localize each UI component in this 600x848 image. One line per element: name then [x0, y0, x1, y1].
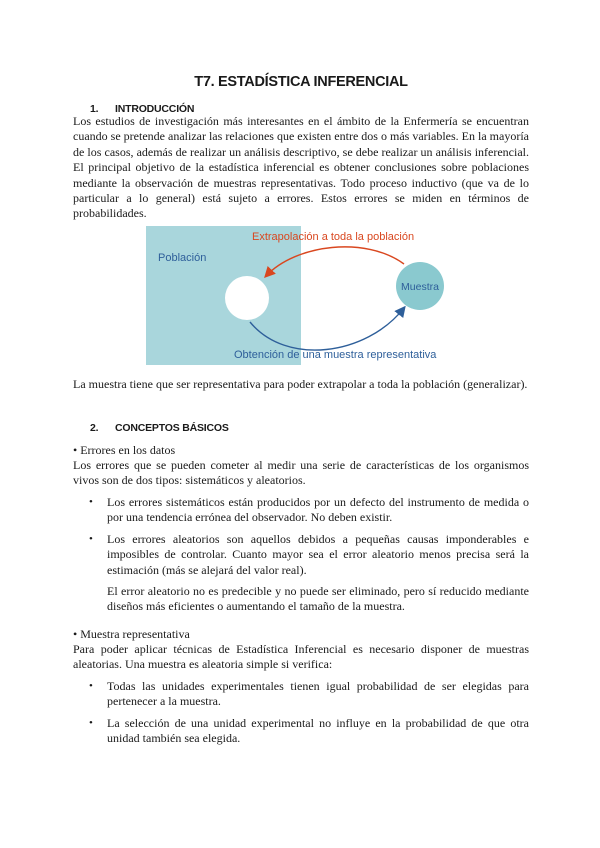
list-item-text: Los errores aleatorios son aquellos debidos a pequeñas causas imponderables e imposibles de controlar. Cuanto mayor sea el error aleatorio menos precisa será la estimación (más se alejará del valor real). [107, 532, 529, 577]
list-item-text: La selección de una unidad experimental no influye en la probabilidad de que otra unidad también sea elegida. [107, 716, 529, 746]
section-number: 2. [90, 422, 99, 434]
population-label: Población [158, 252, 207, 264]
bullet-icon: • [89, 496, 93, 508]
list-item [89, 716, 529, 747]
bullet-icon: • [89, 680, 93, 692]
section-number: 1. [90, 103, 99, 115]
list-item-text: Todas las unidades experimentales tienen igual probabilidad de ser elegidas para pertenecer a la muestra. [107, 679, 529, 709]
section-heading-conceptos [90, 422, 229, 434]
muestra-intro: Para poder aplicar técnicas de Estadística Inferencial es necesario disponer de muestras aleatorias. Una muestra es aleatoria simple si verifica: [73, 642, 529, 672]
muestra-title: • Muestra representativa [73, 627, 190, 641]
errores-extra: El error aleatorio no es predecible y no puede ser eliminado, pero sí reducido mediante diseños más eficientes o aumentando el tamaño de la muestra. [107, 584, 529, 614]
page-title: T7. ESTADÍSTICA INFERENCIAL [194, 74, 408, 90]
list-item-text: Los errores sistemáticos están producidos por un defecto del instrumento de medida o por una tendencia errónea del observador. No deben existir. [107, 495, 529, 525]
sampling-label: Obtención de una muestra representativa [234, 349, 437, 361]
section-title: CONCEPTOS BÁSICOS [115, 422, 229, 434]
list-item [89, 679, 529, 710]
inference-diagram-svg [146, 226, 462, 365]
subset-circle [225, 276, 269, 320]
errores-intro: Los errores que se pueden cometer al medir una serie de características de los organismos vivos son de dos tipos: sistemáticos y aleatorios. [73, 458, 529, 488]
errores-title: • Errores en los datos [73, 443, 176, 457]
extrapolation-label: Extrapolación a toda la población [252, 231, 415, 243]
population-panel [146, 226, 301, 365]
inference-diagram [146, 226, 462, 365]
bullet-icon: • [89, 717, 93, 729]
intro-paragraph: Los estudios de investigación más interesantes en el ámbito de la Enfermería se encuentran cuando se pretende analizar las relaciones que existen entre dos o más variables. En la mayoría de los casos, además de realizar un análisis descriptivo, se debe realizar un análisis inferencial. El principal objetivo de la estadística inferencial es obtener conclusiones sobre poblaciones mediante la observación de muestras representativas. Todo proceso inductivo (que va de lo particular a lo general) está sujeto a errores. Estos errores se miden en términos de probabilidades. [73, 114, 529, 221]
sample-label: Muestra [401, 281, 439, 293]
list-item [89, 532, 529, 578]
list-item [89, 495, 529, 526]
bullet-icon: • [89, 533, 93, 545]
section-title: INTRODUCCIÓN [115, 103, 195, 115]
after-figure-paragraph: La muestra tiene que ser representativa para poder extrapolar a toda la población (generalizar). [73, 377, 528, 391]
